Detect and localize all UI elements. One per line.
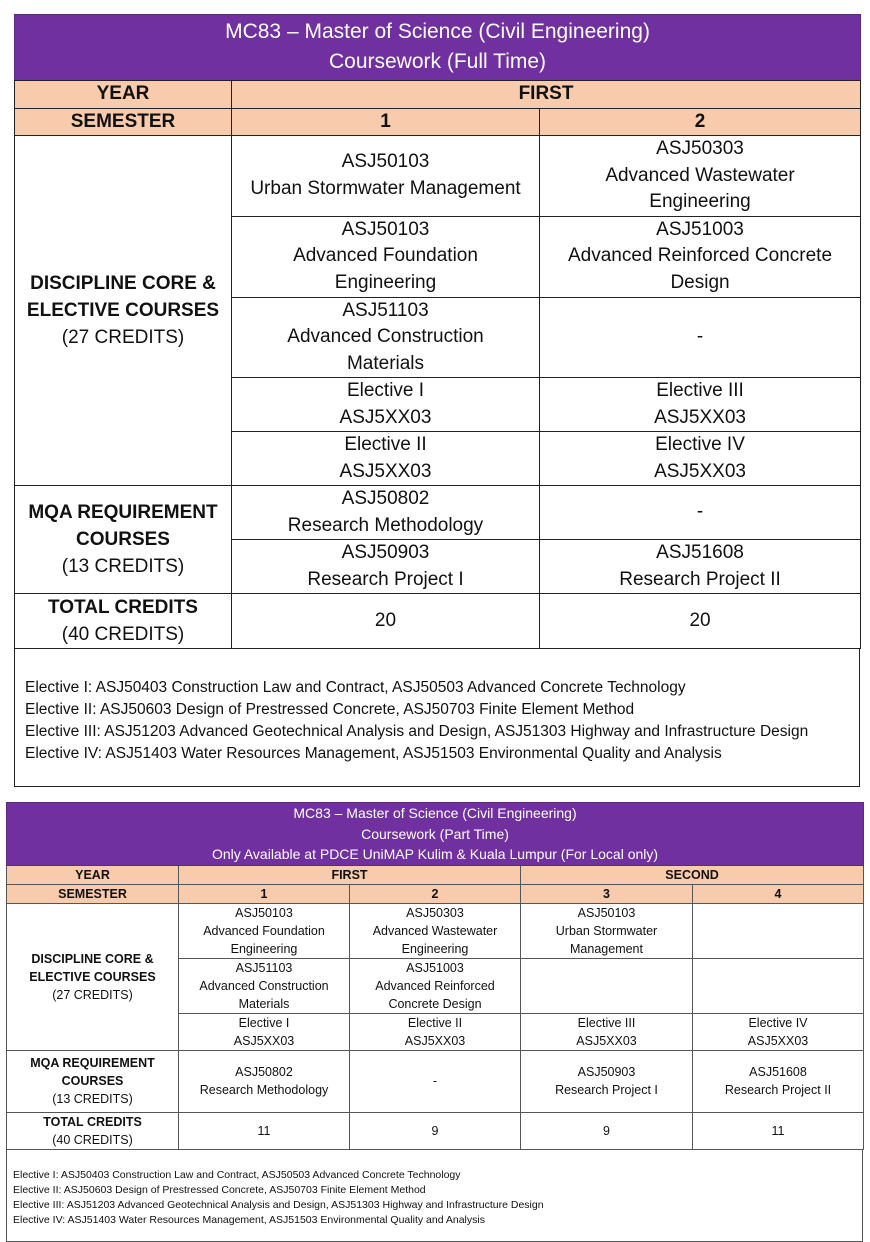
year-row: [15, 81, 861, 109]
course-text: ASJ5XX03: [576, 1033, 637, 1048]
course-text: Elective IV: [655, 434, 745, 455]
total-credits-label: TOTAL CREDITS: [43, 1114, 142, 1129]
course-cell: [521, 1013, 693, 1050]
semester-2: 2: [540, 108, 861, 136]
course-text: Elective III: [577, 1015, 636, 1030]
total-credits-category: [7, 1112, 179, 1149]
table-title: [15, 15, 861, 81]
title-line-1: MC83 – Master of Science (Civil Engineering): [293, 805, 577, 821]
semester-1: 1: [232, 108, 540, 136]
course-cell: [693, 958, 864, 1013]
mqa-row: [15, 486, 861, 540]
elective-note: Elective III: ASJ51203 Advanced Geotechnical Analysis and Design, ASJ51303 Highway and Infrastructure Design: [25, 723, 809, 740]
course-text: Advanced Reinforced: [375, 978, 495, 993]
course-text: Advanced Construction: [199, 978, 329, 993]
course-text: Elective I: [238, 1015, 290, 1030]
discipline-category: [15, 136, 232, 486]
course-text: Research Project II: [724, 1083, 832, 1097]
semester-label: SEMESTER: [7, 884, 179, 903]
course-cell: [540, 540, 861, 594]
year-first: FIRST: [179, 865, 521, 884]
semester-label: SEMESTER: [15, 108, 232, 136]
course-text: Elective II: [344, 434, 427, 455]
semester-2: 2: [350, 884, 521, 903]
course-cell: [540, 432, 861, 486]
course-text: ASJ5XX03: [233, 1033, 295, 1048]
course-text: Elective II: [407, 1015, 463, 1030]
course-cell: [540, 486, 861, 540]
semester-row: [7, 884, 864, 903]
course-text: ASJ50303: [406, 905, 464, 920]
course-text: Design: [670, 271, 730, 293]
course-text: ASJ5XX03: [747, 1033, 809, 1048]
course-text: Advanced Reinforced Concrete: [567, 245, 833, 267]
course-text: ASJ5XX03: [339, 406, 432, 428]
year-row: [7, 865, 864, 884]
year-second: SECOND: [521, 865, 864, 884]
course-text: ASJ50103: [577, 905, 636, 920]
course-cell: [350, 1013, 521, 1050]
course-text: ASJ5XX03: [654, 460, 746, 482]
mqa-label-1: MQA REQUIREMENT: [30, 1056, 155, 1070]
total-sem-1: 11: [179, 1112, 350, 1149]
title-row: [7, 803, 864, 866]
course-cell: [179, 903, 350, 958]
course-text: ASJ50103: [341, 151, 430, 173]
total-credits-sub: (40 CREDITS): [52, 1132, 133, 1147]
course-text: ASJ50103: [341, 218, 430, 240]
mqa-category: [7, 1050, 179, 1112]
course-text: Advanced Construction: [287, 326, 484, 347]
course-text: ASJ5XX03: [339, 460, 432, 482]
course-cell: [179, 958, 350, 1013]
course-text: Engineering: [230, 941, 298, 956]
course-text: ASJ51003: [656, 218, 744, 240]
discipline-label-1: DISCIPLINE CORE &: [30, 273, 216, 294]
course-text: ASJ51103: [342, 299, 429, 321]
course-cell: [232, 378, 540, 432]
course-text: ASJ50303: [656, 138, 744, 159]
title-line-2: Coursework (Part Time): [361, 825, 509, 842]
course-text: ASJ5XX03: [404, 1033, 466, 1048]
course-text: Elective IV: [748, 1015, 808, 1030]
course-cell: [540, 378, 861, 432]
course-text: Research Methodology: [199, 1083, 329, 1097]
year-label: YEAR: [15, 81, 232, 109]
discipline-credits: (27 CREDITS): [52, 987, 133, 1002]
total-sem-2: 20: [540, 594, 861, 649]
discipline-label-1: DISCIPLINE CORE &: [31, 951, 154, 966]
course-text: Engineering: [334, 271, 437, 293]
discipline-row: [15, 136, 861, 217]
course-cell: [521, 958, 693, 1013]
course-text: ASJ50802: [235, 1065, 293, 1079]
course-cell: [350, 1050, 521, 1112]
mqa-label-2: COURSES: [61, 1074, 124, 1088]
course-cell: [350, 903, 521, 958]
elective-note: Elective II: ASJ50603 Design of Prestressed Concrete, ASJ50703 Finite Element Method: [25, 701, 635, 718]
full-time-study-plan: [14, 14, 860, 787]
mqa-row: [7, 1050, 864, 1112]
course-text: ASJ50802: [341, 488, 430, 509]
course-text: ASJ51003: [406, 960, 464, 975]
total-sem-2: 9: [350, 1112, 521, 1149]
course-text: ASJ51608: [749, 1065, 807, 1079]
course-cell: [521, 903, 693, 958]
elective-notes: [6, 1150, 863, 1242]
course-text: ASJ51103: [235, 960, 293, 975]
course-text: Advanced Wastewater: [605, 164, 795, 186]
semester-1: 1: [179, 884, 350, 903]
course-text: Advanced Foundation: [203, 923, 325, 938]
semester-4: 4: [693, 884, 864, 903]
course-text: ASJ51608: [656, 542, 744, 563]
course-cell: [521, 1050, 693, 1112]
course-cell: [179, 1013, 350, 1050]
mqa-label-1: MQA REQUIREMENT: [28, 502, 218, 523]
discipline-row: [7, 903, 864, 958]
course-text: Concrete Design: [388, 996, 482, 1011]
course-cell: [540, 297, 861, 378]
course-cell: [693, 903, 864, 958]
total-credits-label: TOTAL CREDITS: [48, 597, 198, 618]
course-text: Research Project I: [307, 568, 464, 590]
title-line-1: MC83 – Master of Science (Civil Engineering): [225, 20, 650, 43]
total-credits-row: [7, 1112, 864, 1149]
course-cell: [232, 297, 540, 378]
course-cell: [350, 958, 521, 1013]
total-credits-category: [15, 594, 232, 649]
title-line-2: Coursework (Full Time): [328, 50, 547, 73]
course-cell: [693, 1050, 864, 1112]
course-text: Elective I: [346, 380, 425, 401]
year-value: FIRST: [232, 81, 861, 109]
course-text: Advanced Foundation: [293, 245, 478, 267]
discipline-label-2: ELECTIVE COURSES: [29, 969, 156, 984]
total-credits-row: [15, 594, 861, 649]
semester-row: [15, 108, 861, 136]
elective-note: Elective III: ASJ51203 Advanced Geotechnical Analysis and Design, ASJ51303 Highway and Infrastructure Design: [13, 1198, 544, 1211]
title-row: [15, 15, 861, 81]
total-sem-3: 9: [521, 1112, 693, 1149]
total-sem-1: 20: [232, 594, 540, 649]
course-text: Research Methodology: [287, 514, 484, 536]
course-text: Engineering: [649, 191, 751, 212]
elective-note: Elective IV: ASJ51403 Water Resources Management, ASJ51503 Environmental Quality and Analysis: [25, 745, 722, 762]
course-cell: [179, 1050, 350, 1112]
full-time-table: [14, 14, 861, 649]
course-text: Management: [570, 941, 643, 956]
total-credits-sub: (40 CREDITS): [61, 624, 185, 645]
elective-note: Elective IV: ASJ51403 Water Resources Management, ASJ51503 Environmental Quality and Analysis: [13, 1213, 485, 1226]
course-text: -: [696, 501, 704, 523]
course-text: -: [432, 1074, 438, 1088]
part-time-table: [6, 802, 864, 1150]
elective-note: Elective I: ASJ50403 Construction Law and Contract, ASJ50503 Advanced Concrete Technology: [25, 679, 686, 696]
course-text: Elective III: [656, 380, 744, 401]
discipline-label-2: ELECTIVE COURSES: [26, 300, 220, 321]
table-title: [7, 803, 864, 866]
course-text: Urban Stormwater Management: [250, 177, 521, 199]
elective-note: Elective II: ASJ50603 Design of Prestressed Concrete, ASJ50703 Finite Element Method: [13, 1183, 426, 1196]
course-cell: [232, 136, 540, 217]
course-text: ASJ50903: [341, 542, 430, 563]
course-text: Urban Stormwater: [555, 923, 658, 938]
mqa-category: [15, 486, 232, 594]
course-text: Advanced Wastewater: [372, 923, 498, 938]
course-text: ASJ50103: [235, 905, 293, 920]
mqa-label-2: COURSES: [76, 529, 170, 550]
mqa-credits: (13 CREDITS): [52, 1092, 133, 1106]
discipline-credits: (27 CREDITS): [61, 327, 185, 348]
total-sem-4: 11: [693, 1112, 864, 1149]
course-cell: [232, 216, 540, 297]
course-text: Materials: [238, 996, 290, 1011]
title-line-3: Only Available at PDCE UniMAP Kulim & Kuala Lumpur (For Local only): [211, 846, 659, 862]
semester-3: 3: [521, 884, 693, 903]
course-cell: [232, 432, 540, 486]
course-text: Research Project II: [619, 568, 781, 590]
part-time-study-plan: [6, 802, 863, 1242]
discipline-category: [7, 903, 179, 1050]
course-cell: [540, 216, 861, 297]
course-text: Materials: [346, 352, 425, 374]
course-text: ASJ5XX03: [654, 406, 746, 428]
mqa-credits: (13 CREDITS): [61, 556, 185, 577]
course-text: ASJ50903: [577, 1065, 636, 1079]
course-cell: [540, 136, 861, 217]
course-cell: [232, 486, 540, 540]
course-cell: [693, 1013, 864, 1050]
elective-note: Elective I: ASJ50403 Construction Law and Contract, ASJ50503 Advanced Concrete Technology: [13, 1168, 461, 1181]
elective-notes: [14, 649, 860, 787]
course-cell: [232, 540, 540, 594]
course-text: -: [696, 326, 704, 347]
course-text: Engineering: [401, 941, 469, 956]
year-label: YEAR: [7, 865, 179, 884]
course-text: Research Project I: [555, 1083, 658, 1097]
